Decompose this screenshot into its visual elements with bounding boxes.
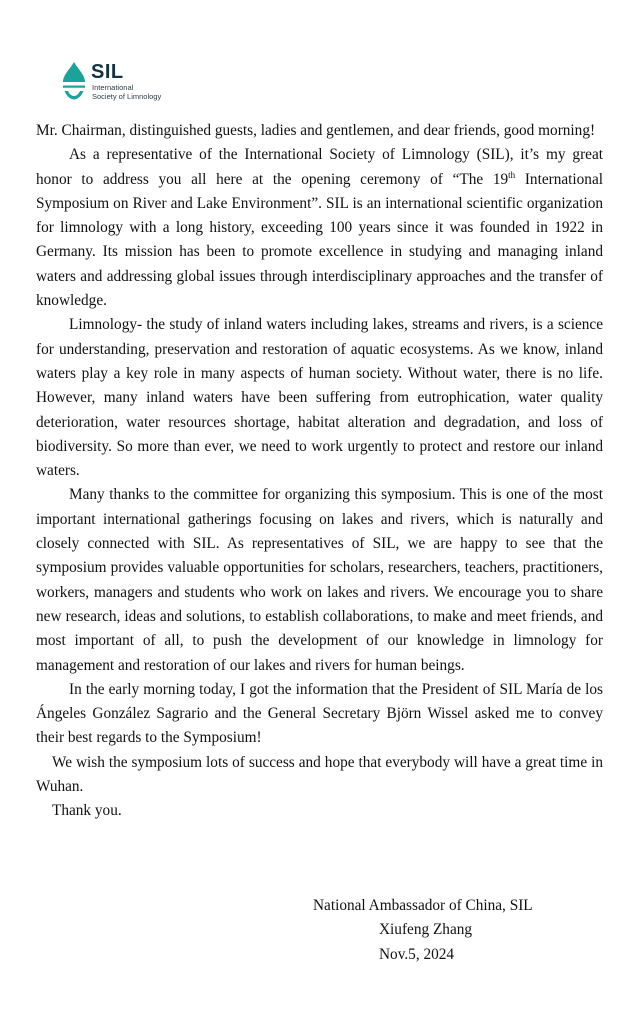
thanks-paragraph: Many thanks to the committee for organizing this symposium. This is one of the most important international gatherings focusing on lakes and rivers, which is naturally and closely connected with SIL. As representatives of SIL, we are happy to see that the symposium provides valuable opportunities for scholars, researchers, teachers, practitioners, workers, managers and students who work on lakes and rivers. We encourage you to share new research, ideas and solutions, to establish collaborations, to make and meet friends, and most important of all, to push the development of our knowledge in limnology for management and restoration of our lakes and rivers for human beings.: [36, 486, 603, 674]
logo-name-line-1: International: [92, 83, 134, 92]
logo-name-line-2: Society of Limnology: [92, 91, 162, 101]
intro-text-end: International Symposium on River and Lake Environment”. SIL is an international scientific organization for limnology with a long history, exceeding 100 years since it was founded in 1922 in Germany. Its mission has been to promote excellence in studying and managing inland waters and addressing global issues through interdisciplinary approaches and the transfer of knowledge.: [36, 170, 603, 310]
limnology-paragraph: Limnology- the study of inland waters including lakes, streams and rivers, is a science for understanding, preservation and restoration of aquatic ecosystems. As we know, inland waters play a key role in many aspects of human society. Without water, there is no life. However, many inland waters have been suffering from eutrophication, water quality deterioration, water resources shortage, habitat alteration and degradation, and loss of biodiversity. So more than ever, we need to work urgently to protect and restore our inland waters.: [36, 316, 603, 480]
logo-abbreviation: SIL: [91, 61, 124, 83]
wishes-paragraph: We wish the symposium lots of success and hope that everybody will have a great time in Wuhan.: [36, 753, 603, 796]
signature-block: [313, 894, 533, 967]
sil-logo: [58, 60, 188, 108]
intro-paragraph: [36, 143, 603, 313]
ordinal-superscript: th: [508, 169, 516, 180]
closing-paragraph: Thank you.: [52, 802, 122, 820]
intro-text-start: As a representative of the International Society of Limnology (SIL), it’s my great honor to address you all here at the opening ceremony of “The 19: [36, 146, 603, 188]
signature-title: National Ambassador of China, SIL: [313, 897, 533, 914]
signature-date: Nov.5, 2024: [379, 945, 455, 963]
water-drop-icon: [58, 60, 90, 102]
greeting-paragraph: Mr. Chairman, distinguished guests, ladies and gentlemen, and dear friends, good morning!: [36, 122, 596, 139]
logo-full-name: [92, 84, 161, 101]
signature-name: Xiufeng Zhang: [379, 921, 473, 939]
regards-paragraph: In the early morning today, I got the information that the President of SIL María de los Ángeles González Sagrario and the General Secretary Björn Wissel asked me to convey their best regards to the Symposium!: [36, 680, 603, 747]
letter-body: [36, 119, 603, 824]
